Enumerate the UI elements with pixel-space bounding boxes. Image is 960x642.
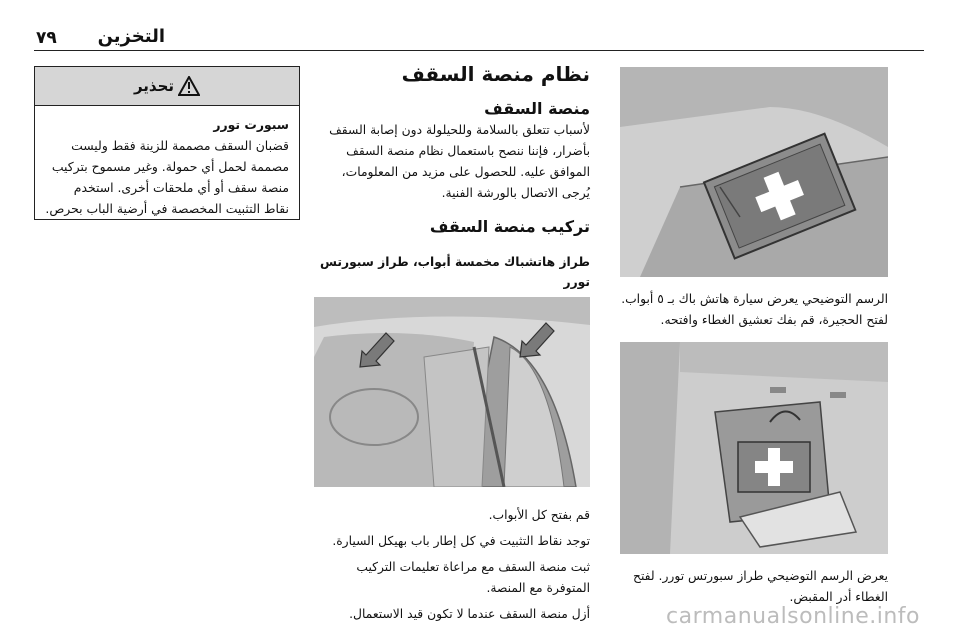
- install-steps: [314, 505, 590, 630]
- roof-mounting-illustration: [314, 297, 590, 487]
- install-title: تركيب منصة السقف: [429, 217, 590, 236]
- figure-caption-sports-tourer: يعرض الرسم التوضيحي طراز سبورتس تورر. لفتح الغطاء أدر المقبض.: [633, 569, 888, 604]
- section-title: التخزين: [97, 26, 165, 47]
- hatchback-first-aid-illustration: [620, 67, 888, 277]
- warning-title: تحذير: [133, 77, 175, 95]
- install-step: قم بفتح كل الأبواب.: [488, 508, 590, 522]
- warning-subtitle: سبورت تورر: [213, 117, 289, 132]
- warning-text: قضبان السقف مصممة للزينة فقط وليست مصممة لحمل أي حمولة. وغير مسموح بتركيب منصة سقف أو أي ملحقات أخرى. استخدم نقاط التثبيت المخصصة في أرضية الباب بحرص.: [45, 138, 289, 216]
- roof-rack-intro: لأسباب تتعلق بالسلامة وللحيلولة دون إصابة السقف بأضرار، فإننا ننصح باستعمال نظام منصة السقف الموافق عليه. للحصول على مزيد من المعلومات، يُرجى الاتصال بالورشة الفنية.: [329, 123, 590, 200]
- roof-rack-section: [314, 60, 590, 292]
- warning-header: [35, 67, 299, 106]
- install-step: أزل منصة السقف عندما لا تكون قيد الاستعمال.: [349, 607, 590, 621]
- warning-box: [34, 66, 300, 220]
- watermark: carmanualsonline.info: [666, 604, 920, 629]
- roof-rack-subtitle: منصة السقف: [484, 99, 590, 118]
- install-caption: طراز هاتشباك مخمسة أبواب، طراز سبورتس تورر: [319, 255, 590, 289]
- figure-caption-hatchback: الرسم التوضيحي يعرض سيارة هاتش باك بـ ٥ أبواب. لفتح الحجيرة، قم بفك تعشيق الغطاء وافتحه.: [621, 292, 888, 327]
- roof-rack-title: نظام منصة السقف: [401, 62, 590, 86]
- sports-tourer-first-aid-illustration: [620, 342, 888, 554]
- install-step: ثبت منصة السقف مع مراعاة تعليمات التركيب المتوفرة مع المنصة.: [356, 560, 590, 595]
- header-divider: [34, 50, 924, 51]
- install-step: توجد نقاط التثبيت في كل إطار باب بهيكل السيارة.: [332, 534, 590, 548]
- warning-triangle-icon: [178, 76, 200, 96]
- page-number: ٧٩: [36, 28, 57, 48]
- warning-body: [35, 106, 299, 219]
